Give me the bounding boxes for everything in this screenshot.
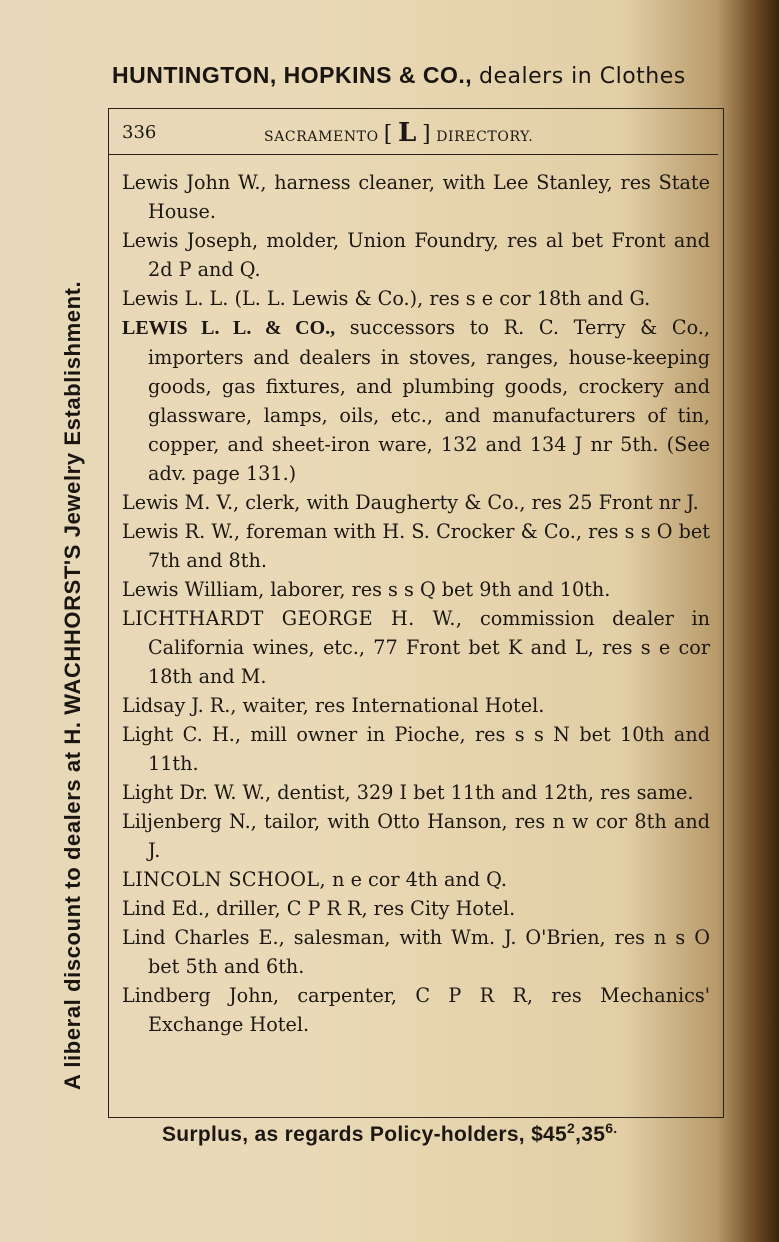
entry-details: dentist, 329 I bet 11th and 12th, res same. xyxy=(271,781,694,804)
list-item xyxy=(122,807,710,865)
entry-details: laborer, res s s Q bet 9th and 10th. xyxy=(264,578,611,601)
head-rule xyxy=(108,154,718,155)
entry-details: clerk, with Daugherty & Co., res 25 Front nr J. xyxy=(239,491,699,514)
list-item xyxy=(122,894,710,923)
entry-name: LICHTHARDT GEORGE H. W., xyxy=(122,607,463,630)
side-advertisement: A liberal discount to dealers at H. WACHHORST'S Jewelry Establishment. xyxy=(60,280,85,1090)
entry-details: (L. L. Lewis & Co.), res s e cor 18th and G. xyxy=(228,287,651,310)
directory-entries xyxy=(122,168,710,1039)
list-item xyxy=(122,168,710,226)
entry-name: Lewis R. W., xyxy=(122,520,240,543)
entry-details: tailor, with Otto Hanson, res n w cor 8th and J. xyxy=(148,810,710,862)
entry-details: mill owner in Pioche, res s s N bet 10th and 11th. xyxy=(148,723,710,775)
entry-name: Lind Ed., xyxy=(122,897,211,920)
entry-name: Lindberg John, xyxy=(122,984,280,1007)
top-ad-firm: HUNTINGTON, HOPKINS & CO., xyxy=(112,62,473,88)
entry-name: Liljenberg N., xyxy=(122,810,257,833)
list-item xyxy=(122,604,710,691)
heading-label: DIRECTORY. xyxy=(436,129,534,145)
list-item xyxy=(122,720,710,778)
heading-city: SACRAMENTO xyxy=(264,129,379,145)
entry-name: Light C. H., xyxy=(122,723,242,746)
bracket-open: [ xyxy=(383,122,393,147)
entry-details: foreman with H. S. Crocker & Co., res s s O bet 7th and 8th. xyxy=(148,520,710,572)
entry-name: LINCOLN SCHOOL, xyxy=(122,868,327,891)
list-item xyxy=(122,284,710,313)
entry-details: molder, Union Foundry, res al bet Front and 2d P and Q. xyxy=(148,229,710,281)
list-item xyxy=(122,313,710,488)
entry-name: Lind Charles E., xyxy=(122,926,285,949)
list-item xyxy=(122,778,710,807)
running-head xyxy=(122,118,712,148)
section-letter: L xyxy=(398,118,417,148)
entry-details: waiter, res International Hotel. xyxy=(236,694,545,717)
entry-name: Lidsay J. R., xyxy=(122,694,237,717)
bottom-advertisement xyxy=(162,1120,702,1147)
bottom-ad-sup2: 6. xyxy=(605,1120,618,1136)
list-item xyxy=(122,226,710,284)
bottom-ad-sup1: 2 xyxy=(567,1120,576,1136)
entry-details: n e cor 4th and Q. xyxy=(326,868,508,891)
entry-name: Lewis Joseph, xyxy=(122,229,259,252)
page-number: 336 xyxy=(122,122,157,143)
list-item xyxy=(122,575,710,604)
entry-details: salesman, with Wm. J. O'Brien, res n s O bet 5th and 6th. xyxy=(148,926,710,978)
entry-name: Lewis L. L. xyxy=(122,287,229,310)
entry-details: driller, C P R R, res City Hotel. xyxy=(210,897,516,920)
list-item xyxy=(122,923,710,981)
directory-heading xyxy=(264,118,533,148)
top-advertisement xyxy=(112,62,732,89)
bottom-ad-text: Surplus, as regards Policy-holders, $45 xyxy=(162,1123,568,1146)
entry-details: successors to R. C. Terry & Co., importers and dealers in stoves, ranges, house-keeping goods, gas fixtures, and plumbing goods, crockery and glassware, lamps, oils, etc., and manufacturers of tin, copper, and sheet-iron ware, 132 and 134 J nr 5th. (See adv. page 131.) xyxy=(148,316,710,485)
entry-name: Lewis M. V., xyxy=(122,491,240,514)
entry-name: Lewis William, xyxy=(122,578,265,601)
entry-details: harness cleaner, with Lee Stanley, res State House. xyxy=(148,171,710,223)
entry-name: Light Dr. W. W., xyxy=(122,781,272,804)
entry-details: carpenter, C P R R, res Mechanics' Exchange Hotel. xyxy=(148,984,710,1036)
list-item xyxy=(122,981,710,1039)
bottom-ad-mid: ,35 xyxy=(575,1123,606,1146)
list-item xyxy=(122,865,710,894)
entry-name: Lewis John W., xyxy=(122,171,267,194)
entry-details: commission dealer in California wines, etc., 77 Front bet K and L, res s e cor 18th and M. xyxy=(148,607,710,688)
list-item xyxy=(122,691,710,720)
top-ad-tail: dealers in Clothes xyxy=(479,64,686,89)
list-item xyxy=(122,488,710,517)
entry-name: LEWIS L. L. & CO., xyxy=(122,317,336,339)
bracket-close: ] xyxy=(421,122,432,147)
list-item xyxy=(122,517,710,575)
